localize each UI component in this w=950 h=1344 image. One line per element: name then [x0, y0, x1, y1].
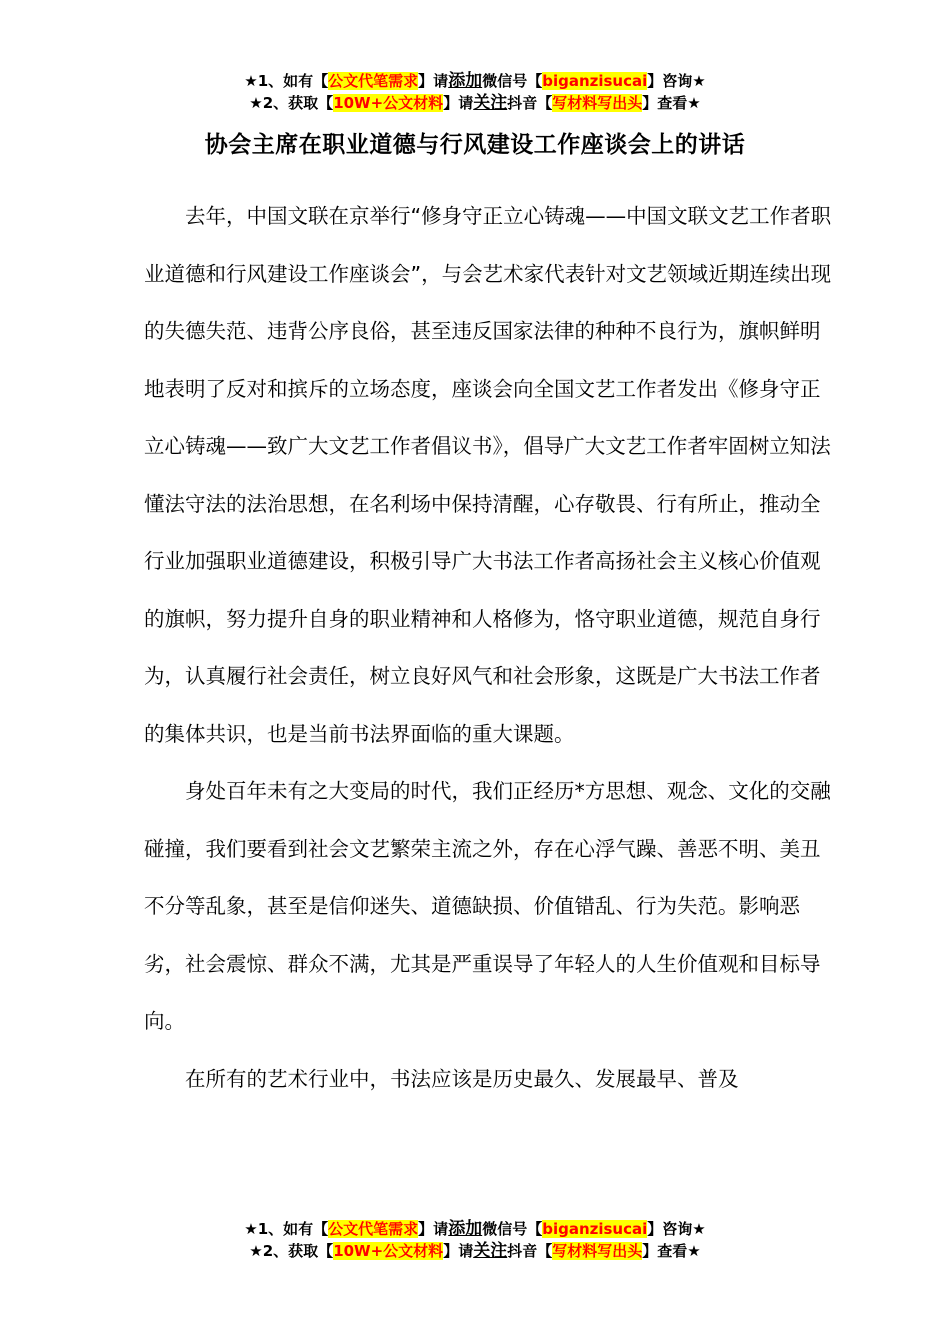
banner-line-1: ★1、如有【公文代笔需求】请添加微信号【biganzisucai】咨询★	[244, 1219, 706, 1239]
document-title: 协会主席在职业道德与行风建设工作座谈会上的讲话	[204, 132, 746, 158]
paragraph: 去年，中国文联在京举行“修身守正立心铸魂——中国文联文艺工作者职业道德和行风建设工作座谈会”，与会艺术家代表针对文艺领域近期连续出现的失德失范、违背公序良俗，甚至违反国家法律的种种不良行为，旗帜鲜明地表明了反对和摈斥的立场态度，座谈会向全国文艺工作者发出《修身守正立心铸魂——致广大文艺工作者倡议书》，倡导广大文艺工作者牢固树立知法懂法守法的法治思想，在名利场中保持清醒，心存敬畏、行有所止，推动全行业加强职业道德建设，积极引导广大书法工作者高扬社会主义核心价值观的旗帜，努力提升自身的职业精神和人格修为，恪守职业道德，规范自身行为，认真履行社会责任，树立良好风气和社会形象，这既是广大书法工作者的集体共识，也是当前书法界面临的重大课题。	[144, 204, 832, 746]
paragraph: 身处百年未有之大变局的时代，我们正经历*方思想、观念、文化的交融碰撞，我们要看到社会文艺繁荣主流之外，存在心浮气躁、善恶不明、美丑不分等乱象，甚至是信仰迷失、道德缺损、价值错乱、行为失范。影响恶劣，社会震惊、群众不满，尤其是严重误导了年轻人的人生价值观和目标导向。	[144, 779, 831, 1033]
banner-line-2: ★2、获取【10W+公文材料】请关注抖音【写材料写出头】查看★	[249, 1241, 701, 1261]
paragraph: 在所有的艺术行业中，书法应该是历史最久、发展最早、普及	[185, 1066, 739, 1091]
highlight-ghostwriting: 公文代笔需求	[328, 1220, 419, 1238]
highlight-wechat-id: biganzisucai	[542, 72, 648, 90]
highlight-materials: 10W+公文材料	[333, 94, 444, 112]
footer-banner	[0, 1218, 950, 1262]
banner-line-2: ★2、获取【10W+公文材料】请关注抖音【写材料写出头】查看★	[249, 93, 701, 113]
highlight-douyin: 写材料写出头	[552, 94, 643, 112]
highlight-douyin: 写材料写出头	[552, 1242, 643, 1260]
banner-line-1: ★1、如有【公文代笔需求】请添加微信号【biganzisucai】咨询★	[244, 71, 706, 91]
document-body	[144, 188, 834, 1108]
highlight-wechat-id: biganzisucai	[542, 1220, 648, 1238]
highlight-materials: 10W+公文材料	[333, 1242, 444, 1260]
highlight-ghostwriting: 公文代笔需求	[328, 72, 419, 90]
header-banner	[0, 70, 950, 114]
